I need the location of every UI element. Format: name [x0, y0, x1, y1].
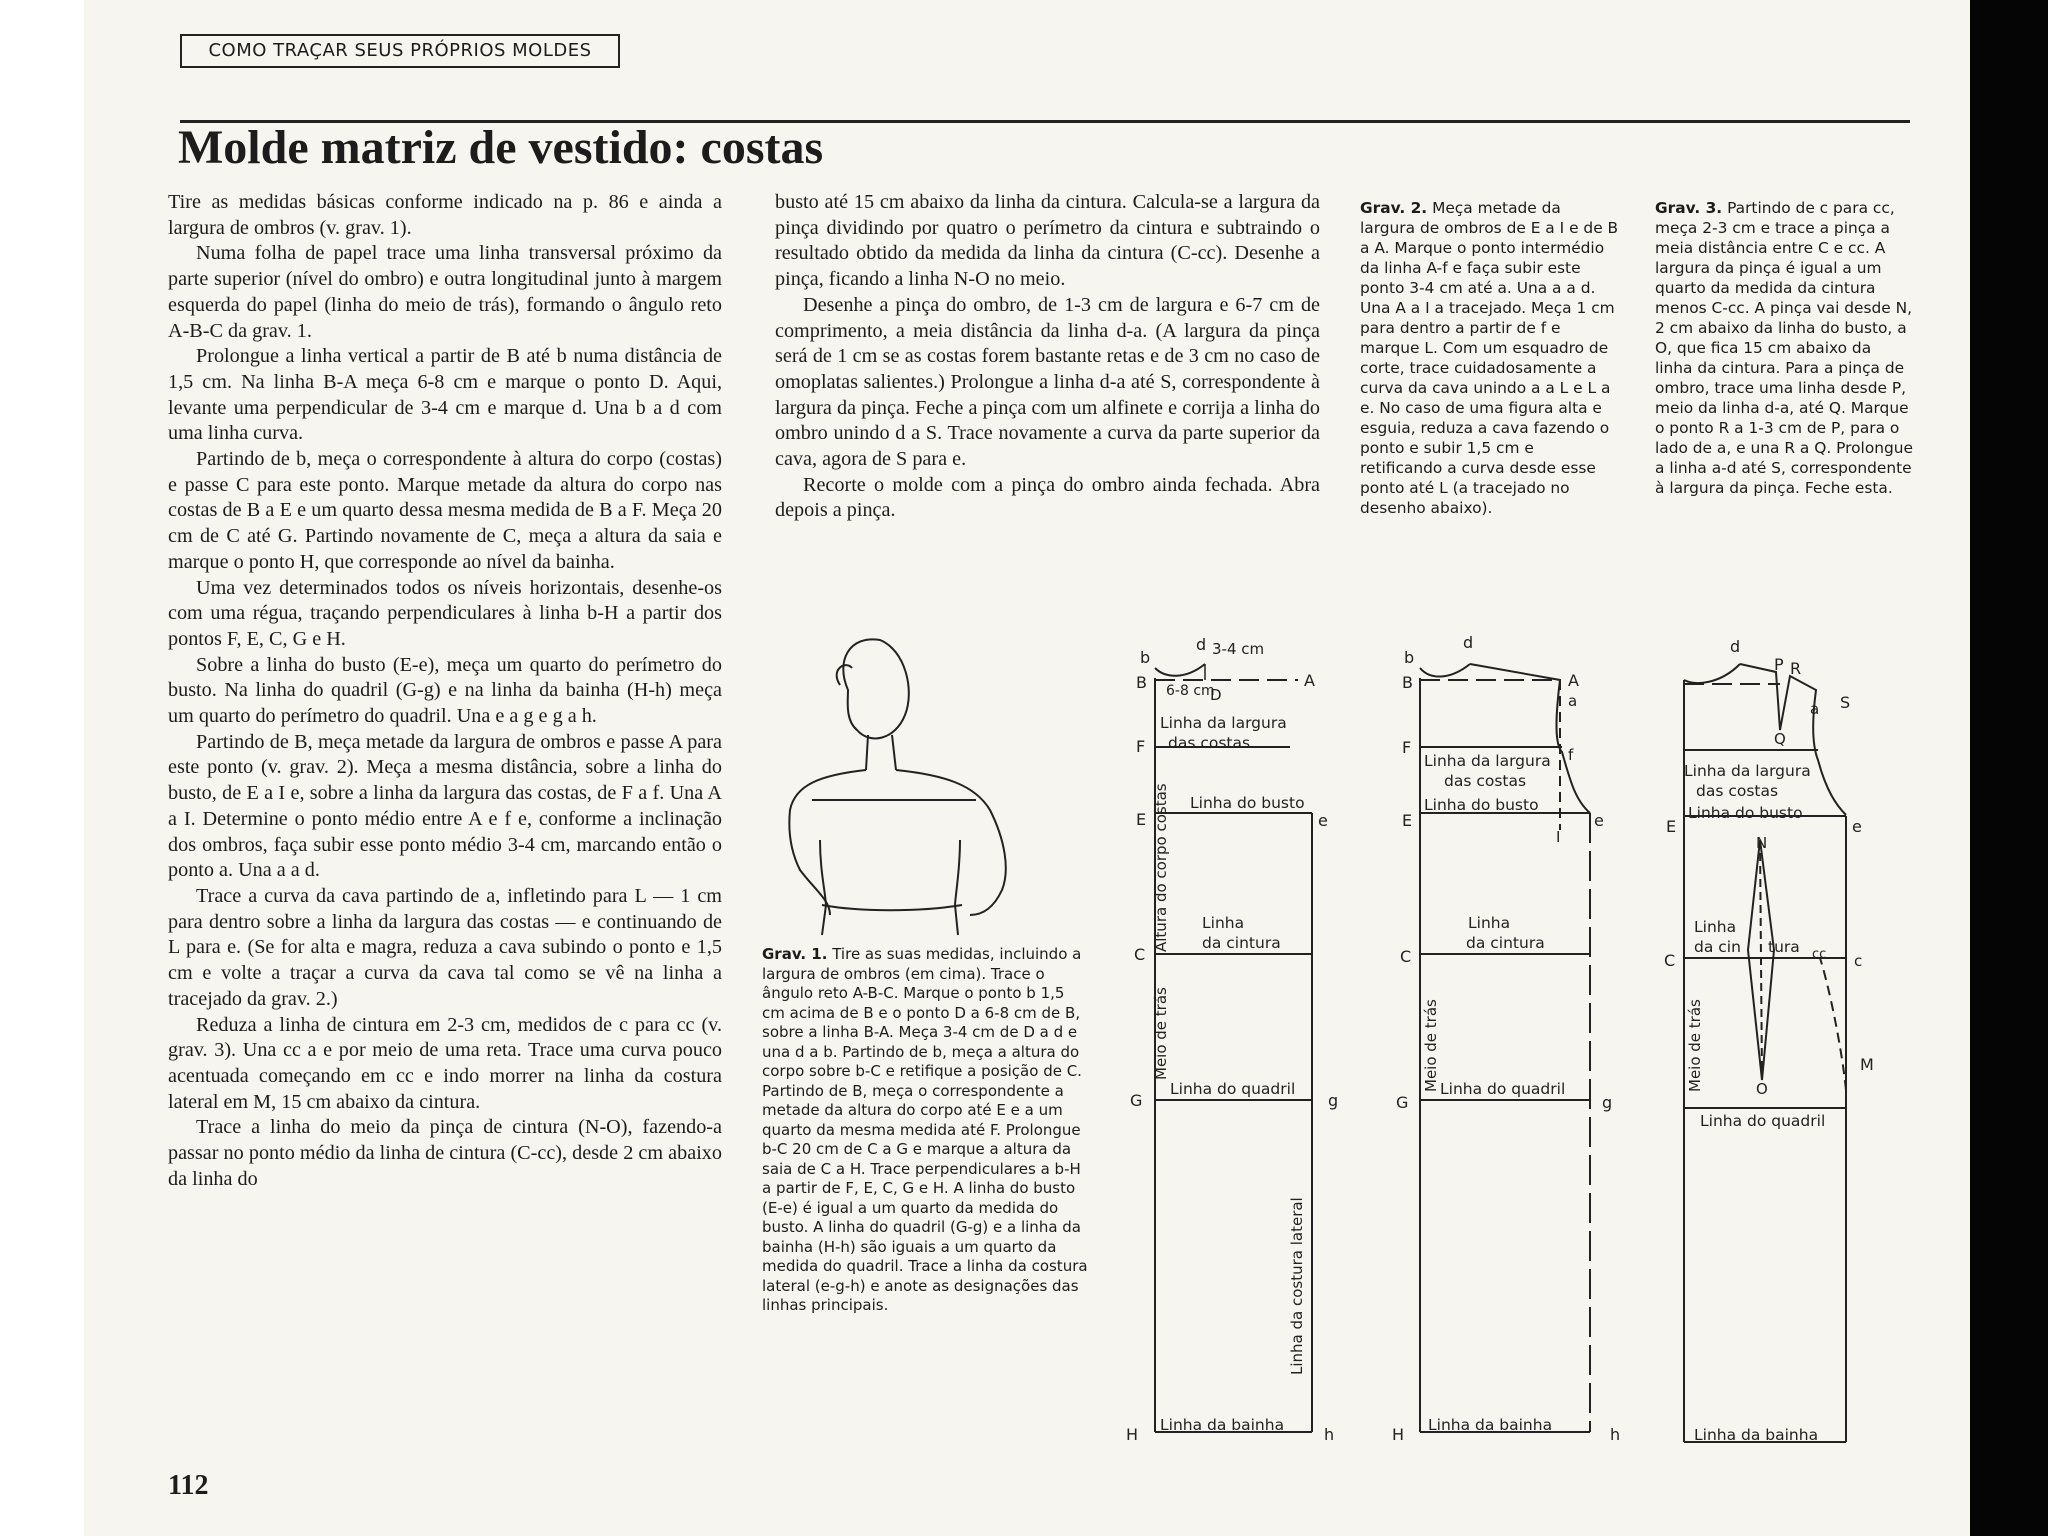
point-label: g — [1328, 1091, 1339, 1110]
point-label: S — [1840, 693, 1851, 712]
paragraph: Recorte o molde com a pinça do ombro ainda fechada. Abra depois a pinça. — [775, 473, 1320, 522]
paragraph: Partindo de b, meça o correspondente à altura do corpo (costas) e passe C para este ponto. Marque metade da altura do corpo nas costas de B a E e um quarto dessa mesma medida de B a F. Meça 20 cm de C até G. Partindo novamente de C, meça a altura da saia e marque o ponto H, que corresponde ao nível da bainha. — [168, 448, 722, 573]
point-label: g — [1602, 1093, 1613, 1112]
caption-label: Grav. 3. — [1655, 199, 1723, 217]
line-label: Linha do quadril — [1170, 1080, 1296, 1098]
caption-text: Partindo de c para cc, meça 2-3 cm e trace a pinça a meia distância entre C e cc. A largura da pinça é igual a um quarto da medida da cintura menos C-cc. A pinça vai desde N, 2 cm abaixo da linha do busto, a O, que fica 15 cm abaixo da linha da cintura. Para a pinça de ombro, trace uma linha desde P, meio da linha d-a, até Q. Marque o ponto R a 1-3 cm de P, para o lado de a, e una R a Q. Prolongue a linha a-d até S, correspondente à largura da pinça. Feche esta. — [1655, 199, 1913, 497]
point-label: B — [1136, 673, 1147, 692]
page-title: Molde matriz de vestido: costas — [178, 121, 824, 174]
measure-label: 3-4 cm — [1212, 640, 1265, 658]
point-label: b — [1140, 648, 1151, 667]
point-label: f — [1568, 746, 1574, 764]
line-label: Linha da bainha — [1428, 1416, 1553, 1434]
line-label: Linha — [1202, 914, 1245, 932]
paragraph: Sobre a linha do busto (E-e), meça um quarto do perímetro do busto. Na linha do quadril (G-g) e na linha da bainha (H-h) meça um quarto do perímetro do quadril. Una e a g e g a h. — [168, 653, 722, 728]
section-header: COMO TRAÇAR SEUS PRÓPRIOS MOLDES — [180, 34, 620, 68]
vertical-label: Altura do corpo costas — [1152, 783, 1170, 952]
point-label: R — [1790, 659, 1802, 678]
paragraph: Uma vez determinados todos os níveis horizontais, desenhe-os com uma régua, traçando perpendiculares à linha b-H a partir dos pontos F, E, C, G e H. — [168, 576, 722, 650]
caption-label: Grav. 2. — [1360, 199, 1428, 217]
point-label: I — [1556, 828, 1561, 846]
paragraph: Partindo de B, meça metade da largura de ombros e passe A para este ponto (v. grav. 2). Meça a mesma distância, sobre a linha do busto, de E a I e, sobre a linha da largura das costas, de F a f. Una A a I. Determine o ponto médio entre A e f e, conforme a inclinação dos ombros, faça subir esse ponto médio 3-4 cm, marcando então o ponto a. Una a a d. — [168, 730, 722, 882]
caption-text: Tire as suas medidas, incluindo a largura de ombros (em cima). Trace o ângulo reto A-B-C. Marque o ponto b 1,5 cm acima de B e o ponto D a 6-8 cm de B, sobre a linha B-A. Meça 3-4 cm de D a d e una d a b. Partindo de b, meça a altura do corpo sobre b-C e retifique a posição de C. Partindo de B, meça o correspondente a metade da altura do corpo até E e a um quarto da mesma medida até F. Prolongue b-C 20 cm de C a G e marque a altura da saia de C a H. Trace perpendiculares a b-H a partir de F, E, C, G e H. A linha do busto (E-e) é igual a um quarto da medida do busto. A linha do quadril (G-g) e a linha da bainha (H-h) são iguais a um quarto da medida do quadril. Trace a linha da costura lateral (e-g-h) e anote as designações das linhas principais. — [762, 945, 1088, 1314]
line-label: Linha da largura — [1424, 752, 1551, 770]
point-label: N — [1756, 834, 1768, 852]
grav-1-labels — [1126, 635, 1338, 1444]
caption-text: Meça metade da largura de ombros de E a I e de B a A. Marque o ponto intermédio da linha A-f e faça subir este ponto 3-4 cm até a. Una a a d. Una A a I a tracejado. Meça 1 cm para dentro a partir de f e marque L. Com um esquadro de corte, trace cuidadosamente a curva da cava unindo a a L e L a e. No caso de uma figura alta e esguia, reduza a cava fazendo o ponto e subir 1,5 cm e retificando a curva desde esse ponto até L (a tracejado no desenho abaixo). — [1360, 199, 1619, 517]
line-label: Linha do busto — [1190, 794, 1305, 812]
caption-label: Grav. 1. — [762, 945, 828, 963]
paragraph: Prolongue a linha vertical a partir de B até b numa distância de 1,5 cm. Na linha B-A meça 6-8 cm e marque o ponto D. Aqui, levante uma perpendicular de 3-4 cm e marque d. Una b a d com uma linha curva. — [168, 345, 722, 445]
page-number: 112 — [168, 1470, 209, 1501]
point-label: E — [1136, 810, 1147, 829]
point-label: E — [1666, 817, 1677, 836]
point-label: C — [1664, 951, 1676, 970]
paragraph: Trace a curva da cava partindo de a, infletindo para L — 1 cm para dentro sobre a linha da largura das costas — e continuando de L para e. (Se for alta e magra, reduza a cava subindo o ponto e 1,5 cm e volte a traçar a curva da cava tal como se vê na linha a tracejado da grav. 2.) — [168, 884, 722, 1010]
point-label: h — [1610, 1425, 1621, 1444]
point-label: a — [1810, 700, 1820, 718]
point-label: A — [1568, 671, 1579, 690]
point-label: d — [1730, 637, 1741, 656]
line-label: Linha do quadril — [1440, 1080, 1566, 1098]
point-label: d — [1463, 633, 1474, 652]
point-label: cc — [1812, 947, 1827, 962]
grav-2-labels — [1392, 633, 1620, 1444]
paragraph: Tire as medidas básicas conforme indicado na p. 86 e ainda a largura de ombros (v. grav. 1). — [168, 191, 722, 239]
point-label: H — [1126, 1425, 1139, 1444]
point-label: A — [1304, 671, 1315, 690]
vertical-label: Meio de trás — [1152, 987, 1170, 1080]
point-label: h — [1324, 1425, 1335, 1444]
measure-label: 6-8 cm — [1166, 683, 1215, 699]
point-label: G — [1130, 1091, 1143, 1110]
line-label: das costas — [1444, 772, 1527, 790]
vertical-label: Meio de trás — [1422, 999, 1440, 1092]
line-label: das costas — [1168, 734, 1251, 752]
point-label: O — [1756, 1080, 1768, 1098]
line-label: Linha da largura — [1160, 714, 1287, 732]
point-label: F — [1402, 738, 1412, 757]
point-label: e — [1594, 811, 1604, 830]
line-label: Linha — [1694, 918, 1737, 936]
point-label: d — [1196, 635, 1207, 654]
paragraph: Reduza a linha de cintura em 2-3 cm, medidos de c para cc (v. grav. 3). Una cc a e por meio de uma reta. Trace uma curva pouco acentuada começando em cc e indo morrer na linha da costura lateral em M, 15 cm abaixo da cintura. — [168, 1013, 722, 1113]
line-label: da cin — [1694, 938, 1741, 956]
point-label: M — [1860, 1055, 1874, 1074]
point-label: E — [1402, 811, 1413, 830]
grav-3-labels — [1664, 637, 1874, 1444]
point-label: B — [1402, 673, 1413, 692]
line-label: da cintura — [1466, 934, 1545, 952]
point-label: e — [1852, 817, 1862, 836]
paragraph: Trace a linha do meio da pinça de cintura (N-O), fazendo-a passar no ponto médio da linha de cintura (C-cc), desde 2 cm abaixo da linha do — [168, 1116, 722, 1190]
line-label: Linha da largura — [1684, 762, 1811, 780]
point-label: F — [1136, 737, 1146, 756]
point-label: Q — [1774, 730, 1786, 748]
line-label: Linha do busto — [1424, 796, 1539, 814]
paragraph: Numa folha de papel trace uma linha transversal próximo da parte superior (nível do ombro) e outra longitudinal junto à margem esquerda do papel (linha do meio de trás), formando o ângulo reto A-B-C da grav. 1. — [168, 242, 722, 342]
figure-sketch — [789, 639, 1005, 935]
paragraph: busto até 15 cm abaixo da linha da cintura. Calcula-se a largura da pinça dividindo por quatro o perímetro da cintura e subtraindo o resultado obtido da medida da linha da cintura (C-cc). Desenhe a pinça, ficando a linha N-O no meio. — [775, 191, 1320, 291]
paragraph: Desenhe a pinça do ombro, de 1-3 cm de largura e 6-7 cm de comprimento, a meia distância da linha d-a. (A largura da pinça será de 1 cm se as costas forem bastante retas e de 3 cm no caso de omoplatas salientes.) Prolongue a linha d-a até S, correspondente à largura da pinça. Feche a pinça com um alfinete e corrija a linha do ombro unindo d a S. Trace novamente a curva da parte superior da cava, agora de S para e. — [775, 293, 1320, 471]
line-label: Linha — [1468, 914, 1511, 932]
line-label: Linha da bainha — [1160, 1416, 1285, 1434]
line-label: tura — [1768, 938, 1800, 956]
vertical-label: Linha da costura lateral — [1288, 1197, 1306, 1375]
line-label: Linha do busto — [1688, 804, 1803, 822]
point-label: H — [1392, 1425, 1405, 1444]
line-label: Linha do quadril — [1700, 1112, 1826, 1130]
point-label: a — [1568, 692, 1578, 710]
line-label: Linha da bainha — [1694, 1426, 1819, 1444]
line-label: das costas — [1696, 782, 1779, 800]
point-label: G — [1396, 1093, 1409, 1112]
point-label: C — [1134, 945, 1146, 964]
point-label: P — [1774, 655, 1784, 674]
point-label: c — [1854, 952, 1863, 970]
point-label: D — [1210, 686, 1222, 704]
point-label: b — [1404, 648, 1415, 667]
vertical-label: Meio de trás — [1686, 999, 1704, 1092]
grav-3-pattern — [1684, 664, 1846, 1442]
point-label: e — [1318, 811, 1328, 830]
line-label: da cintura — [1202, 934, 1281, 952]
point-label: C — [1400, 947, 1412, 966]
